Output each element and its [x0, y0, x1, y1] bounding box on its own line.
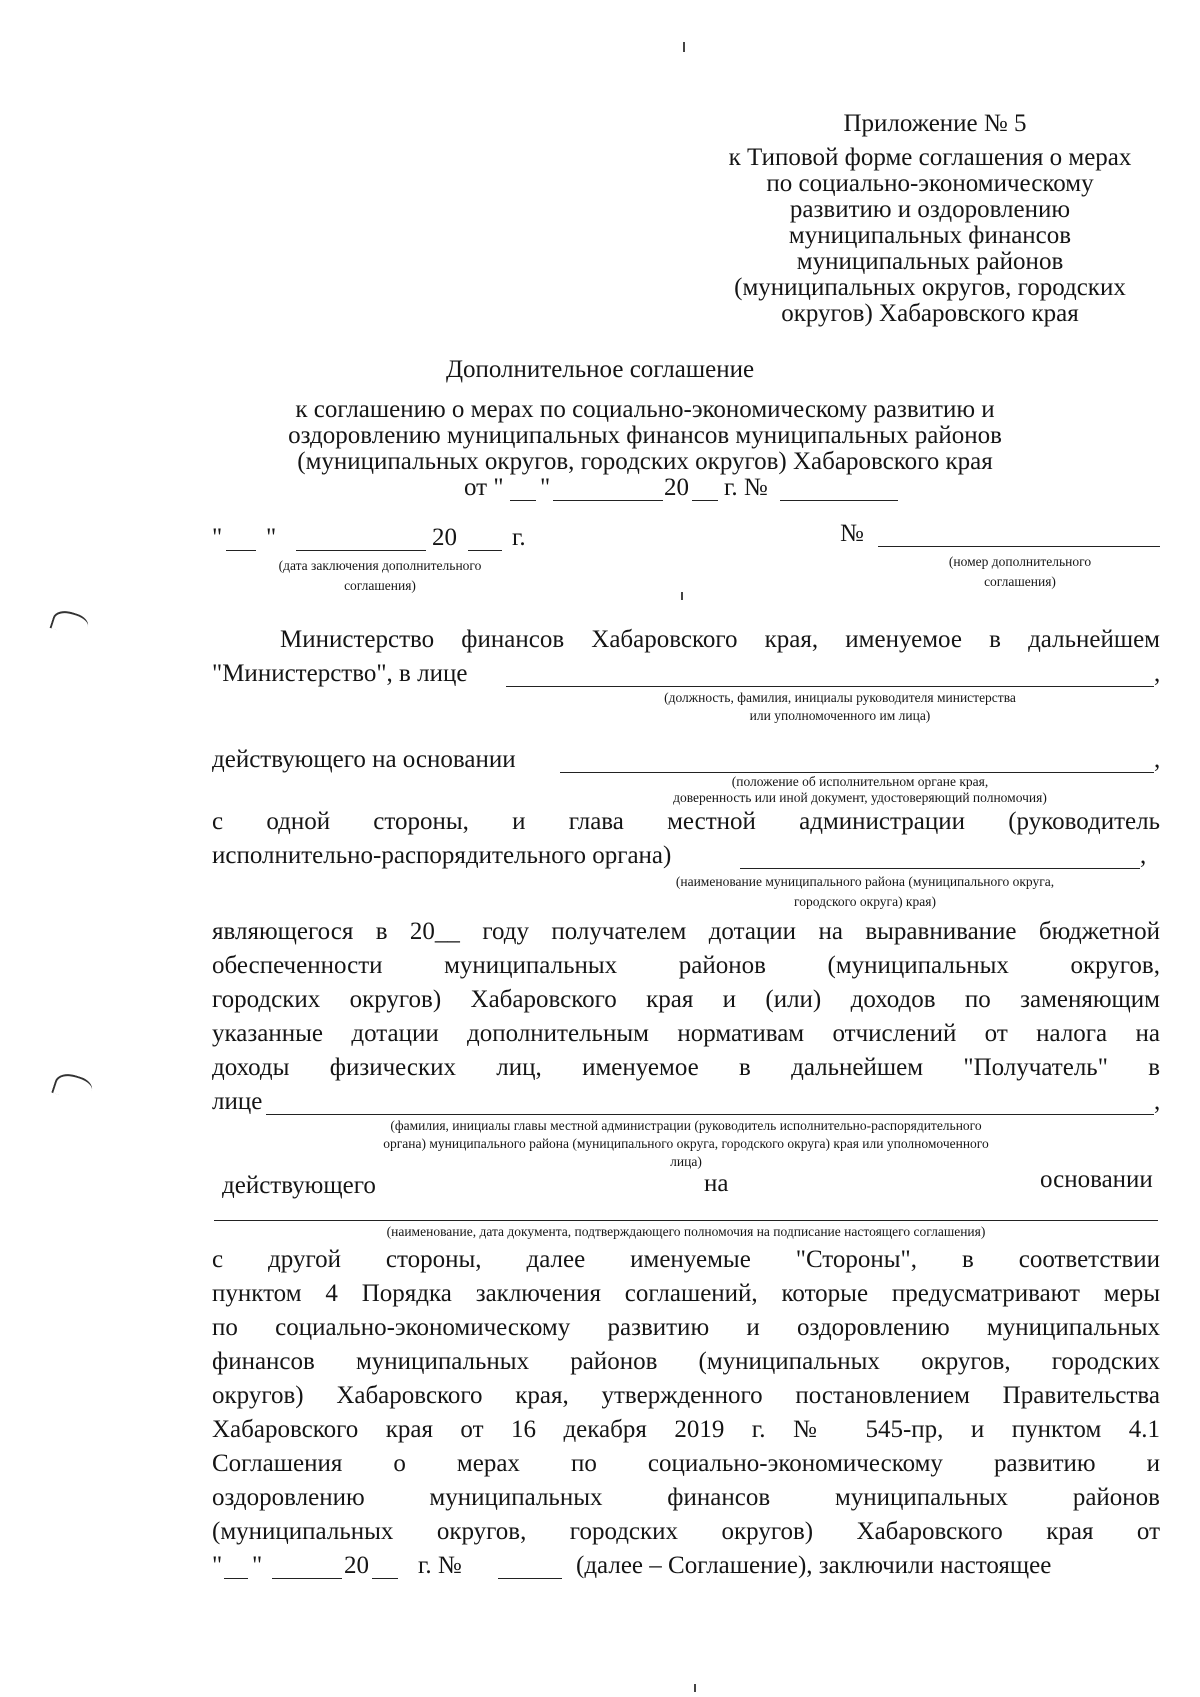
body-line: обеспеченности муниципальных районов (муниципальных округов, [212, 952, 1160, 979]
blank-line [553, 500, 663, 501]
appendix-line: по социально-экономическому [766, 170, 1094, 197]
caption-head: органа) муниципального района (муниципального округа, городского округа) края или уполномоченного [383, 1136, 989, 1151]
caption-district: городского округа) края) [794, 894, 936, 909]
comma: , [1154, 660, 1161, 687]
caption-document: (наименование, дата документа, подтверждающего полномочия на подписание настоящего соглашения) [386, 1224, 986, 1239]
body-line: доходы физических лиц, именуемое в дальнейшем "Получатель" в [212, 1054, 1160, 1081]
date-year: 20 [432, 524, 457, 551]
punch-hole-mark [51, 1070, 95, 1105]
caption-head: лица) [670, 1154, 702, 1169]
appendix-line: к Типовой форме соглашения о мерах [728, 144, 1132, 171]
date-caption: соглашения) [344, 578, 416, 593]
blank-line [780, 500, 898, 501]
body-line: с другой стороны, далее именуемые "Стороны", в соответствии [212, 1246, 1160, 1273]
last-quote-open: " [212, 1552, 223, 1579]
last-year-suffix: г. № [418, 1552, 462, 1579]
blank-line [272, 1578, 342, 1579]
blank-line [296, 550, 426, 551]
number-label: № [840, 520, 864, 547]
blank-line [266, 1114, 1154, 1115]
caption-head: (фамилия, инициалы главы местной администрации (руководитель исполнительно-распорядительного [390, 1118, 982, 1133]
body-line: действующего [222, 1172, 376, 1199]
body-line: исполнительно-распорядительного органа) [212, 842, 672, 869]
title-line: (муниципальных округов, городских округов) Хабаровского края [297, 448, 993, 475]
title-line: оздоровлению муниципальных финансов муниципальных районов [288, 422, 1002, 449]
blank-line [692, 500, 718, 501]
caption-basis: (положение об исполнительном органе края, [731, 774, 989, 789]
quote-close: " [540, 474, 551, 501]
blank-line [372, 1578, 398, 1579]
blank-line [226, 550, 256, 551]
title-from-year: 20 [664, 474, 689, 501]
blank-line [214, 1220, 1158, 1221]
number-caption: (номер дополнительного [948, 554, 1092, 569]
appendix-title: Приложение № 5 [843, 110, 1027, 137]
body-line: являющегося в 20__ году получателем дотации на выравнивание бюджетной [212, 918, 1160, 945]
caption-ministry: или уполномоченного им лица) [749, 708, 931, 723]
title-heading: Дополнительное соглашение [445, 356, 755, 383]
body-line: округов) Хабаровского края, утвержденного постановлением Правительства [212, 1382, 1160, 1409]
comma: , [1140, 842, 1147, 869]
comma: , [1154, 1088, 1161, 1115]
title-from-prefix: от " [464, 474, 504, 501]
punch-hole-mark [49, 607, 90, 639]
body-line: лице [212, 1088, 263, 1115]
appendix-line: округов) Хабаровского края [781, 300, 1079, 327]
caption-basis: доверенность или иной документ, удостоверяющий полномочия) [673, 790, 1047, 805]
last-quote-close: " [252, 1552, 263, 1579]
body-line: Соглашения о мерах по социально-экономическому развитию и [212, 1450, 1160, 1477]
caption-ministry: (должность, фамилия, инициалы руководителя министерства [664, 690, 1016, 705]
body-line: (муниципальных округов, городских округов) Хабаровского края от [212, 1518, 1160, 1545]
scan-mark [683, 42, 685, 52]
last-line-rest: (далее – Соглашение), заключили настоящее [576, 1552, 1052, 1579]
date-caption: (дата заключения дополнительного [278, 558, 482, 573]
body-line: с одной стороны, и глава местной администрации (руководитель [212, 808, 1160, 835]
blank-line [510, 500, 536, 501]
body-line: указанные дотации дополнительным нормативам отчислений от налога на [212, 1020, 1160, 1047]
body-line: пунктом 4 Порядка заключения соглашений, которые предусматривают меры [212, 1280, 1160, 1307]
blank-line [506, 686, 1154, 687]
caption-district: (наименование муниципального района (муниципального округа, [675, 874, 1055, 889]
appendix-line: (муниципальных округов, городских [734, 274, 1126, 301]
last-year: 20 [344, 1552, 369, 1579]
blank-line [740, 868, 1140, 869]
appendix-line: муниципальных финансов [788, 222, 1072, 249]
date-quote-open: " [212, 524, 223, 551]
blank-line [498, 1578, 562, 1579]
body-line: основании [1040, 1166, 1153, 1193]
body-line: городских округов) Хабаровского края и (или) доходов по заменяющим [212, 986, 1160, 1013]
date-quote-close: " [266, 524, 277, 551]
body-line: по социально-экономическому развитию и оздоровлению муниципальных [212, 1314, 1160, 1341]
comma: , [1154, 746, 1161, 773]
body-line: финансов муниципальных районов (муниципальных округов, городских [212, 1348, 1160, 1375]
title-line: к соглашению о мерах по социально-экономическому развитию и [295, 396, 995, 423]
date-year-suffix: г. [512, 524, 526, 551]
blank-line [560, 772, 1154, 773]
body-line: Хабаровского края от 16 декабря 2019 г. № 545-пр, и пунктом 4.1 [212, 1416, 1160, 1443]
appendix-line: муниципальных районов [796, 248, 1064, 275]
body-line: действующего на основании [212, 746, 516, 773]
blank-line [468, 550, 502, 551]
body-line: "Министерство", в лице [212, 660, 468, 687]
blank-line [878, 546, 1160, 547]
blank-line [224, 1578, 248, 1579]
body-line: на [704, 1170, 729, 1197]
scan-mark [694, 1684, 696, 1692]
number-caption: соглашения) [984, 574, 1056, 589]
appendix-line: развитию и оздоровлению [789, 196, 1071, 223]
scan-mark [681, 592, 683, 600]
body-line: Министерство финансов Хабаровского края, именуемое в дальнейшем [280, 626, 1160, 653]
body-line: оздоровлению муниципальных финансов муниципальных районов [212, 1484, 1160, 1511]
title-from-number: г. № [724, 474, 768, 501]
